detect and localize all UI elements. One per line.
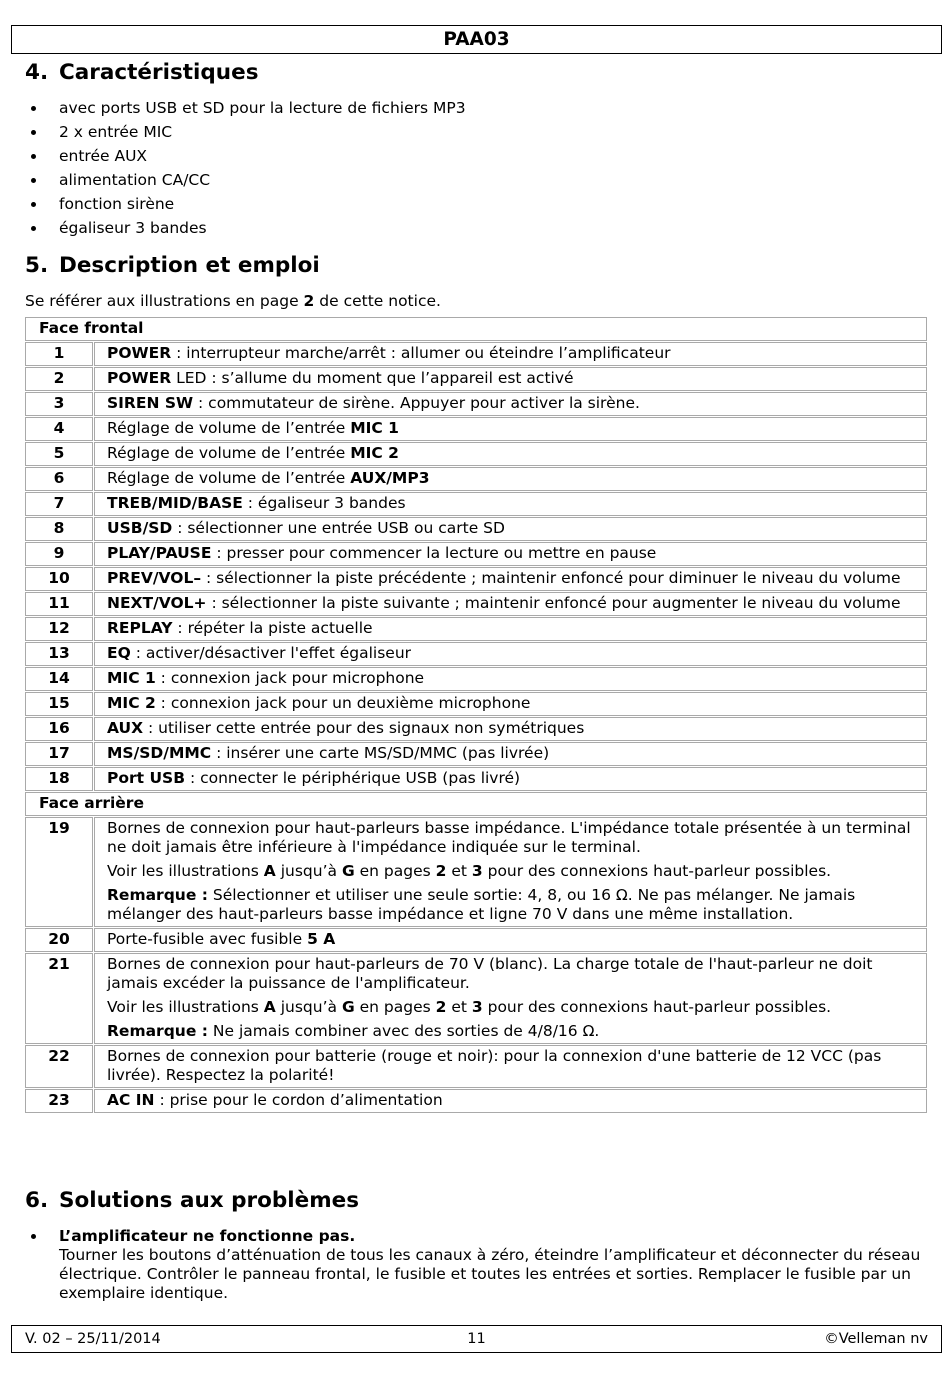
- item-description: [94, 667, 927, 691]
- troubleshooting-content: [59, 1227, 930, 1303]
- bold-text: 3: [471, 998, 483, 1016]
- description-paragraph: [107, 719, 912, 738]
- description-paragraph: [107, 955, 912, 993]
- table-row: [25, 367, 927, 391]
- bold-text: A: [263, 862, 276, 880]
- version-date: V. 02 – 25/11/2014: [25, 1331, 161, 1347]
- item-number: 13: [25, 642, 93, 666]
- list-item: [25, 168, 466, 192]
- description-paragraph: [107, 569, 912, 588]
- item-description: [94, 542, 927, 566]
- item-description: [94, 567, 927, 591]
- bullet-icon: [31, 202, 36, 207]
- text-run: : égaliseur 3 bandes: [242, 494, 406, 512]
- list-item: [25, 120, 466, 144]
- text-run: pour des connexions haut-parleur possibles.: [482, 862, 832, 880]
- item-number: 8: [25, 517, 93, 541]
- bold-text: NEXT/VOL+: [107, 594, 207, 612]
- list-item-text: avec ports USB et SD pour la lecture de fichiers MP3: [59, 99, 466, 117]
- bold-text: USB/SD: [107, 519, 173, 537]
- text-run: en pages: [354, 998, 436, 1016]
- bold-text: 2: [303, 292, 315, 310]
- bold-text: EQ: [107, 644, 131, 662]
- list-item-text: fonction sirène: [59, 195, 175, 213]
- item-description: [94, 1045, 927, 1088]
- page-footer: [11, 1325, 942, 1353]
- table-row: [25, 517, 927, 541]
- item-number: 15: [25, 692, 93, 716]
- item-description: [94, 717, 927, 741]
- item-number: 6: [25, 467, 93, 491]
- bold-text: 3: [471, 862, 483, 880]
- item-number: 4: [25, 417, 93, 441]
- list-item-text: entrée AUX: [59, 147, 148, 165]
- table-row: [25, 492, 927, 516]
- item-number: 18: [25, 767, 93, 791]
- section-title: Description et emploi: [59, 253, 320, 278]
- description-paragraph: [107, 886, 912, 924]
- bold-text: SIREN SW: [107, 394, 194, 412]
- text-run: : prise pour le cordon d’alimentation: [154, 1091, 443, 1109]
- bullet-icon: [31, 130, 36, 135]
- table-row: [25, 467, 927, 491]
- description-paragraph: [107, 594, 912, 613]
- description-paragraph: [107, 998, 912, 1017]
- item-description: [94, 517, 927, 541]
- description-paragraph: [107, 369, 912, 388]
- section-heading-features: [25, 60, 259, 86]
- item-description: [94, 442, 927, 466]
- description-table: [24, 316, 928, 1114]
- table-row: [25, 667, 927, 691]
- bold-text: AUX: [107, 719, 144, 737]
- bullet-icon: [31, 106, 36, 111]
- copyright: ©Velleman nv: [824, 1331, 928, 1347]
- list-item: [25, 192, 466, 216]
- table-row: [25, 567, 927, 591]
- bold-text: 5 A: [307, 930, 336, 948]
- bold-text: Remarque :: [107, 1022, 208, 1040]
- text-run: Bornes de connexion pour haut-parleurs de 70 V (blanc). La charge totale de l'haut-parleur ne doit jamais excéder la puissance de l'amplificateur.: [107, 955, 873, 992]
- item-description: [94, 417, 927, 441]
- product-code: PAA03: [443, 29, 510, 50]
- table-row: [25, 953, 927, 1044]
- item-number: 10: [25, 567, 93, 591]
- bullet-icon: [31, 226, 36, 231]
- section-heading-troubleshooting: [25, 1188, 359, 1214]
- bold-text: POWER: [107, 369, 172, 387]
- bold-text: 2: [435, 998, 447, 1016]
- bold-text: PLAY/PAUSE: [107, 544, 212, 562]
- text-run: : sélectionner la piste suivante ; maintenir enfoncé pour augmenter le niveau du volume: [206, 594, 901, 612]
- item-description: [94, 592, 927, 616]
- text-run: Voir les illustrations: [107, 862, 264, 880]
- table-row: [25, 928, 927, 952]
- item-description: [94, 367, 927, 391]
- table-row: [25, 392, 927, 416]
- description-paragraph: [107, 644, 912, 663]
- text-run: et: [446, 862, 472, 880]
- table-section-label: Face arrière: [25, 792, 927, 816]
- description-paragraph: [107, 444, 912, 463]
- table-row: [25, 717, 927, 741]
- text-run: Réglage de volume de l’entrée: [107, 469, 351, 487]
- text-run: et: [446, 998, 472, 1016]
- description-paragraph: [107, 1047, 912, 1085]
- table-section-row: [25, 792, 927, 816]
- item-number: 12: [25, 617, 93, 641]
- description-table-body: [25, 317, 927, 1113]
- bold-text: MIC 1: [107, 669, 156, 687]
- bold-text: MIC 1: [350, 419, 399, 437]
- bold-text: AC IN: [107, 1091, 155, 1109]
- text-run: Sélectionner et utiliser une seule sortie: 4, 8, ou 16 Ω. Ne pas mélanger. Ne jamais mélanger des haut-parleurs basse impédance et ligne 70 V dans une même installation.: [107, 886, 856, 923]
- bold-text: AUX/MP3: [350, 469, 430, 487]
- table-row: [25, 417, 927, 441]
- item-number: 7: [25, 492, 93, 516]
- item-description: [94, 467, 927, 491]
- item-description: [94, 342, 927, 366]
- item-description: [94, 617, 927, 641]
- bullet-icon: [31, 178, 36, 183]
- text-run: Voir les illustrations: [107, 998, 264, 1016]
- item-number: 23: [25, 1089, 93, 1113]
- description-paragraph: [107, 619, 912, 638]
- list-item-text: alimentation CA/CC: [59, 171, 211, 189]
- item-number: 1: [25, 342, 93, 366]
- list-item-text: 2 x entrée MIC: [59, 123, 173, 141]
- problem-solution: Tourner les boutons d’atténuation de tous les canaux à zéro, éteindre l’amplificateur et déconnecter du réseau électrique. Contrôler le panneau frontal, le fusible et toutes les entrées et sorties. Remplacer le fusible par un exemplaire identique.: [59, 1246, 921, 1302]
- item-number: 16: [25, 717, 93, 741]
- description-paragraph: [107, 694, 912, 713]
- table-row: [25, 442, 927, 466]
- bold-text: Port USB: [107, 769, 186, 787]
- section-heading-description: [25, 253, 320, 279]
- text-run: : connexion jack pour microphone: [155, 669, 425, 687]
- item-number: 5: [25, 442, 93, 466]
- item-number: 2: [25, 367, 93, 391]
- item-description: [94, 742, 927, 766]
- bold-text: MIC 2: [350, 444, 399, 462]
- section-title: Caractéristiques: [59, 60, 259, 85]
- description-paragraph: [107, 394, 912, 413]
- description-paragraph: [107, 862, 912, 881]
- table-row: [25, 592, 927, 616]
- text-run: : utiliser cette entrée pour des signaux non symétriques: [143, 719, 585, 737]
- item-number: 3: [25, 392, 93, 416]
- description-paragraph: [107, 1022, 912, 1041]
- text-run: jusqu’à: [275, 998, 342, 1016]
- table-row: [25, 767, 927, 791]
- bold-text: REPLAY: [107, 619, 173, 637]
- text-run: jusqu’à: [275, 862, 342, 880]
- item-number: 19: [25, 817, 93, 927]
- table-row: [25, 642, 927, 666]
- text-run: en pages: [354, 862, 436, 880]
- item-description: [94, 767, 927, 791]
- problem-title: L’amplificateur ne fonctionne pas.: [59, 1227, 356, 1245]
- bold-text: G: [341, 998, 355, 1016]
- table-row: [25, 542, 927, 566]
- text-run: : répéter la piste actuelle: [172, 619, 373, 637]
- intro-text: [25, 291, 441, 311]
- section-number: 6.: [25, 1188, 49, 1213]
- bold-text: MS/SD/MMC: [107, 744, 212, 762]
- page-header: [11, 25, 942, 54]
- text-run: : sélectionner la piste précédente ; maintenir enfoncé pour diminuer le niveau du volume: [201, 569, 901, 587]
- item-description: [94, 953, 927, 1044]
- text-run: : commutateur de sirène. Appuyer pour activer la sirène.: [193, 394, 640, 412]
- description-paragraph: [107, 669, 912, 688]
- text-run: Se référer aux illustrations en page: [25, 292, 304, 310]
- item-description: [94, 642, 927, 666]
- text-run: pour des connexions haut-parleur possibles.: [482, 998, 832, 1016]
- item-number: 20: [25, 928, 93, 952]
- bold-text: 2: [435, 862, 447, 880]
- description-paragraph: [107, 744, 912, 763]
- bold-text: A: [263, 998, 276, 1016]
- bold-text: PREV/VOL–: [107, 569, 202, 587]
- text-run: : activer/désactiver l'effet égaliseur: [130, 644, 412, 662]
- item-description: [94, 817, 927, 927]
- item-description: [94, 392, 927, 416]
- bullet-icon: [31, 1234, 36, 1239]
- list-item: [25, 216, 466, 240]
- description-paragraph: [107, 819, 912, 857]
- text-run: Bornes de connexion pour haut-parleurs basse impédance. L'impédance totale présentée à un terminal ne doit jamais être inférieure à l'impédance indiquée sur le terminal.: [107, 819, 911, 856]
- description-paragraph: [107, 344, 912, 363]
- table-row: [25, 817, 927, 927]
- section-number: 5.: [25, 253, 49, 278]
- description-paragraph: [107, 1091, 912, 1110]
- item-description: [94, 492, 927, 516]
- item-number: 21: [25, 953, 93, 1044]
- description-paragraph: [107, 469, 912, 488]
- text-run: : sélectionner une entrée USB ou carte SD: [172, 519, 505, 537]
- bold-text: TREB/MID/BASE: [107, 494, 243, 512]
- description-paragraph: [107, 519, 912, 538]
- description-paragraph: [107, 930, 912, 949]
- text-run: : connexion jack pour un deuxième microphone: [155, 694, 531, 712]
- table-section-label: Face frontal: [25, 317, 927, 341]
- text-run: Réglage de volume de l’entrée: [107, 444, 351, 462]
- item-description: [94, 928, 927, 952]
- item-number: 11: [25, 592, 93, 616]
- bold-text: Remarque :: [107, 886, 208, 904]
- table-section-row: [25, 317, 927, 341]
- bullet-icon: [31, 154, 36, 159]
- list-item: [25, 144, 466, 168]
- text-run: Bornes de connexion pour batterie (rouge et noir): pour la connexion d'une batterie de 12 VCC (pas livrée). Respectez la polarité!: [107, 1047, 882, 1084]
- bold-text: G: [341, 862, 355, 880]
- text-run: de cette notice.: [314, 292, 441, 310]
- section-number: 4.: [25, 60, 49, 85]
- item-number: 14: [25, 667, 93, 691]
- description-paragraph: [107, 544, 912, 563]
- text-run: : presser pour commencer la lecture ou mettre en pause: [211, 544, 657, 562]
- table-row: [25, 617, 927, 641]
- table-row: [25, 342, 927, 366]
- table-row: [25, 1089, 927, 1113]
- text-run: Ne jamais combiner avec des sorties de 4/8/16 Ω.: [207, 1022, 600, 1040]
- description-paragraph: [107, 769, 912, 788]
- bold-text: MIC 2: [107, 694, 156, 712]
- item-number: 9: [25, 542, 93, 566]
- text-run: : connecter le périphérique USB (pas livré): [185, 769, 521, 787]
- table-row: [25, 692, 927, 716]
- description-paragraph: [107, 419, 912, 438]
- item-description: [94, 692, 927, 716]
- features-list: [25, 96, 466, 240]
- list-item-text: égaliseur 3 bandes: [59, 219, 207, 237]
- table-row: [25, 742, 927, 766]
- text-run: Porte-fusible avec fusible: [107, 930, 308, 948]
- text-run: LED : s’allume du moment que l’appareil est activé: [171, 369, 574, 387]
- text-run: : interrupteur marche/arrêt : allumer ou éteindre l’amplificateur: [171, 344, 671, 362]
- page-number: 11: [467, 1331, 486, 1347]
- bold-text: POWER: [107, 344, 172, 362]
- text-run: : insérer une carte MS/SD/MMC (pas livrée): [211, 744, 550, 762]
- table-row: [25, 1045, 927, 1088]
- section-title: Solutions aux problèmes: [59, 1188, 359, 1213]
- item-description: [94, 1089, 927, 1113]
- list-item: [25, 96, 466, 120]
- item-number: 17: [25, 742, 93, 766]
- text-run: Réglage de volume de l’entrée: [107, 419, 351, 437]
- troubleshooting-item: [25, 1227, 930, 1303]
- item-number: 22: [25, 1045, 93, 1088]
- description-paragraph: [107, 494, 912, 513]
